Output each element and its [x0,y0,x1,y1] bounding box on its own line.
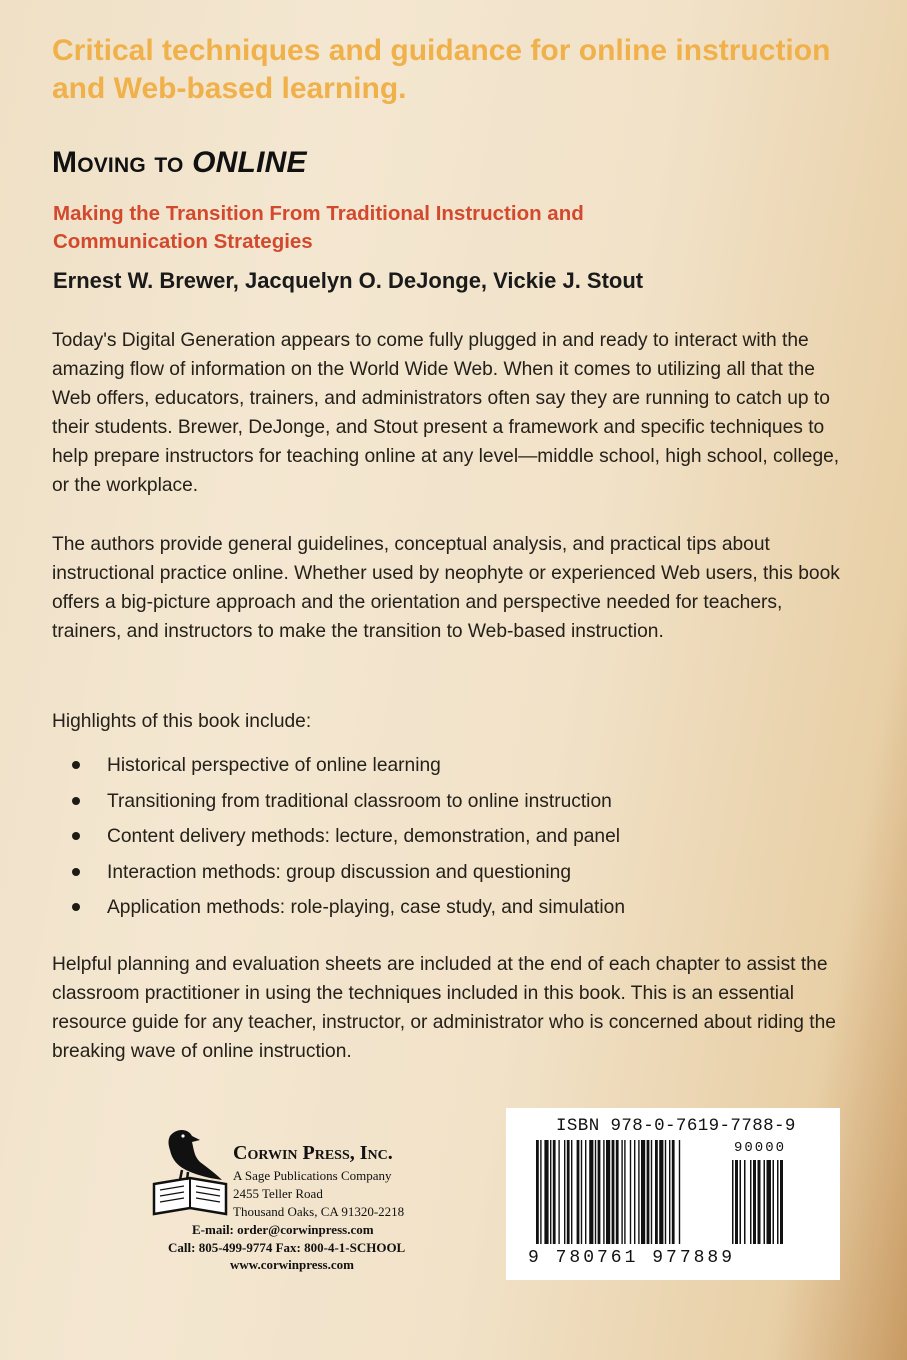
barcode-panel [506,1108,840,1280]
list-item-text: Content delivery methods: lecture, demonstration, and panel [107,826,621,847]
list-item-text: Historical perspective of online learning [107,755,441,776]
barcode-icon [536,1140,816,1250]
price-code: 90000 [734,1140,787,1156]
description-paragraph-2: The authors provide general guidelines, conceptual analysis, and practical tips about instructional practice online. Whether used by neophyte or experienced Web users, this book offers a big-picture approach and the orientation and perspective needed for teachers, trainers, and instructors to make the transition to Web-based instruction. [52,534,840,642]
publisher-affiliation: A Sage Publications Company [233,1168,392,1183]
highlights-list [72,748,625,926]
book-title [52,146,307,180]
list-item-text: Interaction methods: group discussion and questioning [107,861,571,883]
description-paragraph-4: Helpful planning and evaluation sheets are included at the end of each chapter to assist the classroom practitioner in using the techniques included in this book. This is an essential resource guide for any teacher, instructor, or administrator who is concerned about riding the breaking wave of online instruction. [52,954,836,1062]
book-subtitle: Making the Transition From Traditional Instruction and Communication Strategies [53,202,584,253]
isbn-label: ISBN 978-0-7619-7788-9 [556,1116,796,1136]
highlights-intro: Highlights of this book include: [52,711,312,732]
book-title-emphasis: ONLINE [192,146,307,179]
list-item [72,855,625,891]
list-item-text: Application methods: role-playing, case study, and simulation [107,897,625,918]
authors: Ernest W. Brewer, Jacquelyn O. DeJonge, Vickie J. Stout [53,268,644,293]
bullet-icon [72,868,80,876]
bullet-icon [72,903,80,911]
bullet-icon [72,832,80,840]
publisher-block [150,1122,450,1272]
crow-on-book-icon [150,1122,230,1222]
publisher-phone-fax: Call: 805-499-9774 Fax: 800-4-1-SCHOOL [168,1240,406,1255]
description-paragraph-1: Today's Digital Generation appears to come fully plugged in and ready to interact with the amazing flow of information on the World Wide Web. When it comes to utilizing all that the Web offers, educators, trainers, and administrators often say they are running to catch up to their students. Brewer, DeJonge, and Stout present a framework and specific techniques to help prepare instructors for teaching online at any level—middle school, high school, college, or the workplace. [52,330,840,496]
publisher-website: www.corwinpress.com [230,1257,354,1272]
publisher-email: E-mail: order@corwinpress.com [192,1222,374,1237]
list-item [72,819,625,855]
publisher-name: Corwin Press, Inc. [233,1142,393,1164]
list-item-text: Transitioning from traditional classroom to online instruction [107,790,612,812]
bullet-icon [72,761,80,769]
publisher-street: 2455 Teller Road [233,1186,323,1201]
tagline: Critical techniques and guidance for online instruction and Web-based learning. [52,34,831,105]
list-item [72,784,625,820]
book-title-prefix: Moving to [52,146,184,179]
publisher-city: Thousand Oaks, CA 91320-2218 [233,1204,405,1219]
isbn-digits: 9 780761 977889 [528,1248,736,1268]
list-item [72,748,625,784]
bullet-icon [72,797,80,805]
list-item [72,890,625,926]
